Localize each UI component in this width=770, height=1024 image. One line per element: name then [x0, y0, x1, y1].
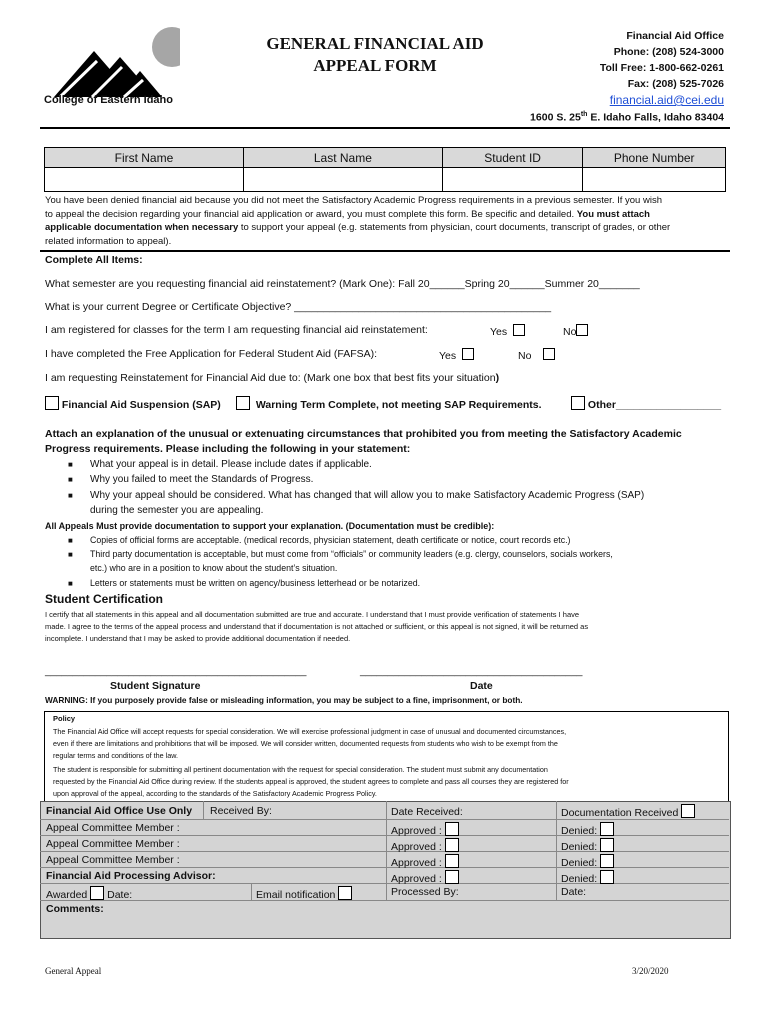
office-fax: Fax: (208) 525-7026 — [627, 78, 724, 90]
approved-2-label: Approved : — [391, 841, 442, 853]
policy-p1-l1: The Financial Aid Office will accept requests for special consideration. We will exercise professional judgment in case of unusual and documented circumstances, — [53, 727, 567, 736]
committee-member-3[interactable]: Appeal Committee Member : — [46, 854, 180, 866]
documentation-bullet-2-cont: etc.) who are in a position to know about the student’s situation. — [90, 563, 338, 573]
certification-line1: I certify that all statements in this appeal and all documentation submitted are true and accurate. I understand that I must provide verification of statements I have — [45, 610, 580, 619]
date-label: Date — [470, 680, 493, 692]
fafsa-no-label: No — [518, 350, 532, 362]
opt-warning-checkbox[interactable] — [236, 396, 250, 410]
fafsa-yes-checkbox[interactable] — [462, 348, 474, 360]
doc-received[interactable] — [561, 804, 695, 819]
office-use-row-line — [40, 900, 729, 901]
explanation-line1: Attach an explanation of the unusual or extenuating circumstances that prohibited you from meeting the Satisfactory Academic — [45, 428, 682, 440]
bullet-icon: ■ — [68, 460, 73, 469]
policy-p1-l3: regular terms and conditions of the law. — [53, 751, 179, 760]
last-name-field[interactable] — [243, 168, 442, 192]
doc-received-label: Documentation Received — [561, 807, 679, 819]
awarded[interactable] — [46, 886, 132, 901]
approved-2[interactable] — [391, 838, 459, 853]
registered-no-checkbox[interactable] — [576, 324, 588, 336]
phone-number-field[interactable] — [583, 168, 726, 192]
q-reason-paren: ) — [495, 372, 500, 384]
approved-1[interactable] — [391, 822, 459, 837]
complete-all-heading: Complete All Items: — [45, 254, 143, 266]
denied-3[interactable] — [561, 854, 614, 869]
signature-label: Student Signature — [110, 680, 201, 692]
denied-2-checkbox[interactable] — [600, 838, 614, 852]
approved-2-checkbox[interactable] — [445, 838, 459, 852]
office-use-row-line — [40, 835, 729, 836]
office-use-col-line — [251, 883, 252, 900]
processed-by-label[interactable]: Processed By: — [391, 886, 459, 898]
intro-divider — [40, 250, 730, 252]
registered-yes-checkbox[interactable] — [513, 324, 525, 336]
registered-no-label: No — [563, 326, 577, 338]
denied-1-checkbox[interactable] — [600, 822, 614, 836]
explanation-line2: Progress requirements. Please including the following in your statement: — [45, 443, 411, 455]
certification-line2: made. I agree to the terms of the appeal process and understand that if documentation is not attached or sufficient, or this appeal is not signed, it will be returned as — [45, 622, 589, 631]
date-line[interactable]: ________________________________________ — [360, 666, 583, 677]
opt-warning-label: Warning Term Complete, not meeting SAP Requirements. — [255, 399, 542, 411]
received-by-label[interactable]: Received By: — [210, 805, 272, 817]
signature-line[interactable]: _______________________________________________ — [45, 666, 307, 677]
col-last-name: Last Name — [243, 148, 442, 168]
approved-4-label: Approved : — [391, 873, 442, 885]
intro-line2-b: You must attach — [576, 209, 650, 220]
email-notification[interactable] — [256, 886, 352, 901]
q-reason — [45, 372, 499, 384]
documentation-heading: All Appeals Must provide documentation to support your explanation. (Documentation must be credible): — [45, 521, 495, 531]
approved-4-checkbox[interactable] — [445, 870, 459, 884]
approved-3[interactable] — [391, 854, 459, 869]
approved-3-checkbox[interactable] — [445, 854, 459, 868]
approved-1-checkbox[interactable] — [445, 822, 459, 836]
office-use-row-line — [40, 851, 729, 852]
q-reason-text: I am requesting Reinstatement for Financial Aid due to: (Mark one box that best fits your situation — [45, 372, 496, 384]
fafsa-no[interactable] — [518, 348, 555, 362]
denied-4[interactable] — [561, 870, 614, 885]
doc-received-checkbox[interactable] — [681, 804, 695, 818]
awarded-date-label: Date: — [107, 889, 133, 901]
intro-line1: You have been denied financial aid because you did not meet the Satisfactory Academic Progress requirements in a previous semester. If you wish — [45, 195, 662, 206]
student-table-header-row — [45, 148, 726, 168]
documentation-bullet-1-text: Copies of official forms are acceptable. (medical records, physician statement, death certificate or notice, court records etc.) — [90, 535, 571, 545]
fafsa-yes-label: Yes — [439, 350, 457, 362]
advisor-label[interactable]: Financial Aid Processing Advisor: — [46, 870, 216, 882]
address-suffix: E. Idaho Falls, Idaho 83404 — [587, 111, 724, 124]
office-use-col-line — [203, 801, 204, 819]
denied-4-checkbox[interactable] — [600, 870, 614, 884]
opt-sap-label: Financial Aid Suspension (SAP) — [61, 399, 221, 411]
q-fafsa: I have completed the Free Application for Federal Student Aid (FAFSA): — [45, 348, 378, 360]
office-toll-free: Toll Free: 1-800-662-0261 — [599, 62, 724, 74]
awarded-checkbox[interactable] — [90, 886, 104, 900]
committee-member-2[interactable]: Appeal Committee Member : — [46, 838, 180, 850]
student-info-table — [44, 147, 726, 192]
office-use-row-line — [40, 883, 729, 884]
col-phone-number: Phone Number — [583, 148, 726, 168]
explanation-bullet-1-text: What your appeal is in detail. Please include dates if applicable. — [90, 459, 372, 470]
explanation-bullet-3-text: Why your appeal should be considered. What has changed that will allow you to make Satisfactory Academic Progress (SAP) — [90, 490, 645, 501]
office-use-col-line — [556, 801, 557, 900]
registered-yes-label: Yes — [490, 326, 508, 338]
documentation-bullet-3-text: Letters or statements must be written on agency/business letterhead or be notarized. — [90, 578, 421, 588]
address-sup: th — [580, 111, 588, 118]
office-use-only-label: Financial Aid Office Use Only — [46, 805, 193, 817]
explanation-bullet-2-text: Why you failed to meet the Standards of Progress. — [90, 474, 314, 485]
warning-text: WARNING: If you purposely provide false or misleading information, you may be subject to a fine, imprisonment, or both. — [45, 695, 523, 705]
denied-3-checkbox[interactable] — [600, 854, 614, 868]
certification-heading: Student Certification — [45, 592, 164, 606]
fafsa-yes[interactable] — [439, 348, 474, 362]
denied-2-label: Denied: — [561, 841, 598, 853]
approved-4[interactable] — [391, 870, 459, 885]
policy-p2-l3: upon approval of the appeal, according to the standards of the Satisfactory Academic Progress Policy. — [53, 789, 377, 798]
denied-1[interactable] — [561, 822, 614, 837]
office-phone: Phone: (208) 524-3000 — [613, 46, 724, 58]
awarded-label: Awarded — [46, 889, 88, 901]
documentation-bullet-2-text: Third party documentation is acceptable, but must come from “officials” or community leaders (e.g. clergy, counselors, socials workers, — [90, 549, 613, 559]
email-notification-label: Email notification — [256, 889, 336, 901]
comments-label[interactable]: Comments: — [46, 903, 104, 915]
q-registered: I am registered for classes for the term I am requesting financial aid reinstatement: — [45, 324, 428, 336]
fafsa-no-checkbox[interactable] — [543, 348, 555, 360]
office-name: Financial Aid Office — [626, 30, 724, 42]
date-received-label[interactable]: Date Received: — [391, 806, 463, 818]
bullet-icon: ■ — [68, 579, 73, 588]
office-address — [530, 111, 724, 124]
policy-p1-l2: even if there are limitations and prohibitions that will be imposed. We will consider written, documented requests from students who wish to be exempt from the — [53, 739, 558, 748]
footer-left: General Appeal — [45, 966, 102, 976]
opt-other[interactable] — [571, 396, 721, 411]
opt-sap-checkbox[interactable] — [45, 396, 59, 410]
denied-1-label: Denied: — [561, 825, 598, 837]
form-title-line1: GENERAL FINANCIAL AID — [266, 34, 484, 53]
policy-p2-l1: The student is responsible for submitting all pertinent documentation with the request for special consideration. The student must submit any documentation — [53, 765, 548, 774]
registered-no[interactable] — [563, 324, 588, 338]
policy-heading: Policy — [53, 714, 76, 723]
q-term[interactable]: What semester are you requesting financial aid reinstatement? (Mark One): Fall 20______Spring 20______Summer 20_______ — [45, 278, 640, 290]
office-use-row-line — [40, 819, 729, 820]
denied-3-label: Denied: — [561, 857, 598, 869]
intro-line3 — [45, 222, 670, 233]
email-notification-checkbox[interactable] — [338, 886, 352, 900]
form-title-line2: APPEAL FORM — [313, 56, 437, 75]
college-name: College of Eastern Idaho — [44, 94, 173, 106]
opt-sap[interactable] — [45, 396, 221, 411]
student-id-field[interactable] — [442, 168, 583, 192]
col-student-id: Student ID — [442, 148, 583, 168]
denied-4-label: Denied: — [561, 873, 598, 885]
intro-line3-b: to support your appeal (e.g. statements from physician, court documents, transcript of grades, or other — [238, 222, 671, 233]
bullet-icon: ■ — [68, 491, 73, 500]
intro-line2-a: to appeal the decision regarding your financial aid application or award, you must complete this form. Be specific and detailed. — [45, 209, 577, 220]
intro-line3-a: applicable documentation when necessary — [45, 222, 239, 233]
bullet-icon: ■ — [68, 475, 73, 484]
intro-line2 — [45, 209, 650, 220]
opt-warning[interactable] — [236, 396, 542, 411]
office-email-link[interactable]: financial.aid@cei.edu — [609, 93, 724, 107]
office-use-col-line — [386, 801, 387, 900]
q-degree[interactable]: What is your current Degree or Certificate Objective? ____________________________________________ — [45, 301, 552, 313]
explanation-bullet-3-cont: during the semester you are appealing. — [90, 505, 264, 516]
bullet-icon: ■ — [68, 550, 73, 559]
approved-1-label: Approved : — [391, 825, 442, 837]
certification-line3: incomplete. I understand that I may be asked to provide additional documentation if needed. — [45, 634, 351, 643]
opt-other-label: Other__________________ — [587, 399, 722, 411]
office-use-row-line — [40, 867, 729, 868]
opt-other-checkbox[interactable] — [571, 396, 585, 410]
denied-2[interactable] — [561, 838, 614, 853]
approved-3-label: Approved : — [391, 857, 442, 869]
processed-date-label[interactable]: Date: — [561, 886, 587, 898]
student-table-input-row — [45, 168, 726, 192]
header-divider — [40, 127, 730, 129]
first-name-field[interactable] — [45, 168, 244, 192]
footer-right: 3/20/2020 — [632, 966, 669, 976]
address-prefix: 1600 S. 25 — [530, 111, 581, 124]
registered-yes[interactable] — [490, 324, 525, 338]
bullet-icon: ■ — [68, 536, 73, 545]
policy-p2-l2: requested by the Financial Aid Office during review. If the students appeal is approved, the student agrees to complete and pass all courses they are registered for — [53, 777, 569, 786]
committee-member-1[interactable]: Appeal Committee Member : — [46, 822, 180, 834]
col-first-name: First Name — [45, 148, 244, 168]
intro-line4: related information to appeal). — [45, 236, 172, 247]
